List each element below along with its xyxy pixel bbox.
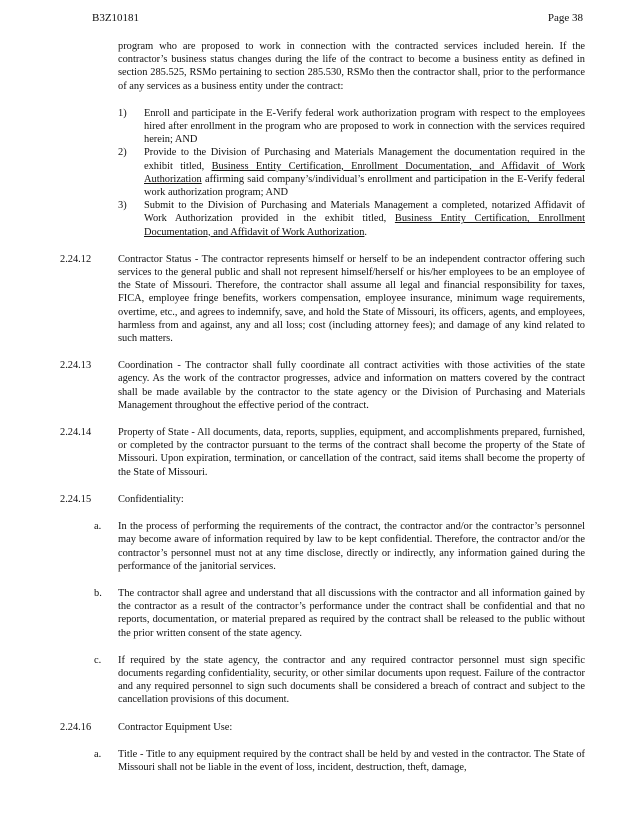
list-item-text-continued: . (364, 226, 368, 238)
section-title: Contractor Equipment Use: (118, 721, 233, 733)
exhibit-title-link: Business Entity Certification, Enrollment Documentation, and Affidavit of Work Authorization (144, 213, 586, 238)
intro-paragraph: program who are proposed to work in connection with the contracted services included herein. If the contractor’s business status changes during the life of the contract to become a business entity as defined in section 285.525, RSMo pertaining to section 285.530, RSMo then the contractor shall, prior to the performance of any services as a business entity under the contract: (118, 41, 585, 92)
list-item (94, 520, 585, 573)
equipment-list (94, 748, 585, 774)
list-item (94, 587, 585, 640)
list-item (118, 107, 585, 147)
list-item-text: If required by the state agency, the contractor and any required contractor personnel must sign specific documents regarding confidentiality, security, or other similar documents upon request. Failure of the contractor and any required personnel to sign such documents shall be considered a breach of contract and subject to the cancellation provisions of this document. (118, 654, 585, 706)
list-item-text: The contractor shall agree and understand that all discussions with the contractor and all information gained by the contractor as a result of the contractor’s performance under the contract shall be confidential and that no reports, documentation, or material prepared as required by the contract shall be released to the public without the prior written consent of the state agency. (118, 587, 585, 639)
section-text: Coordination - The contractor shall fully coordinate all contract activities with those activities of the state agency. As the work of the contractor progresses, advice and information on matters covered by the contract shall be made available by the contractor to the state agency or the Division of Purchasing and Materials Management throughout the effective period of the contract. (118, 360, 585, 411)
section-text: Property of State - All documents, data, reports, supplies, equipment, and accomplishments prepared, furnished, or completed by the contractor pursuant to the terms of the contract shall become the property of the State of Missouri. Upon expiration, termination, or cancellation of the contract, said items shall become the property of the State of Missouri. (118, 427, 585, 478)
section-2-24-15 (60, 493, 585, 506)
section-2-24-12 (60, 253, 585, 345)
list-item (94, 654, 585, 707)
list-letter: a. (94, 521, 102, 533)
list-item-text: Provide to the Division of Purchasing and Materials Management the documentation required in the exhibit titled, (144, 147, 585, 172)
confidentiality-list (94, 520, 585, 706)
section-2-24-14 (60, 426, 585, 479)
section-title: Confidentiality: (118, 493, 184, 505)
list-item (118, 199, 585, 239)
section-number: 2.24.14 (60, 427, 92, 439)
list-item-text-continued: affirming said company’s/individual’s enrollment and participation in the E-Verify federal work authorization program; AND (144, 173, 585, 199)
page-number: Page 38 (547, 12, 583, 24)
numbered-list (118, 107, 585, 239)
list-item-text: Title - Title to any equipment required by the contract shall be held by and vested in the contractor. The State of Missouri shall not be liable in the event of loss, incident, destruction, theft, damage, (118, 748, 585, 773)
document-id: B3Z10181 (92, 12, 140, 24)
section-number: 2.24.13 (60, 360, 92, 372)
section-number: 2.24.15 (60, 493, 92, 505)
list-letter: a. (94, 748, 102, 760)
section-number: 2.24.12 (60, 253, 92, 265)
list-item (118, 146, 585, 199)
list-number: 1) (118, 107, 127, 119)
document-body (60, 40, 585, 774)
list-number: 3) (118, 200, 127, 212)
list-item-text: Enroll and participate in the E-Verify federal work authorization program with respect to the employees hired after enrollment in the program who are proposed to work in connection with the services required herein; AND (144, 107, 585, 146)
section-number: 2.24.16 (60, 721, 92, 733)
list-item-text: In the process of performing the requirements of the contract, the contractor and/or the contractor’s personnel may become aware of information required by law to be kept confidential. Therefore, the contractor and/or the contractor’s personnel must not at any time disclose, directly or indirectly, any information gained during the performance of the janitorial services. (118, 521, 585, 572)
list-letter: c. (94, 654, 102, 666)
list-number: 2) (118, 147, 127, 159)
section-2-24-16 (60, 721, 585, 734)
list-item-text: Submit to the Division of Purchasing and Materials Management a completed, notarized Affidavit of Work Authorization provided in the exhibit titled, (144, 200, 585, 225)
section-2-24-13 (60, 359, 585, 412)
section-text: Contractor Status - The contractor represents himself or herself to be an independent contractor offering such services to the general public and shall not represent himself/herself or his/her employees to be an employee of the State of Missouri. Therefore, the contractor shall assume all legal and financial responsibility for taxes, FICA, employee fringe benefits, workers compensation, employee insurance, minimum wage requirements, overtime, etc., and agrees to indemnify, save, and hold the State of Missouri, its officers, agents, and employees, harmless from and against, any and all loss; cost (including attorney fees); and damage of any kind related to such matters. (118, 253, 585, 345)
list-item (94, 748, 585, 774)
exhibit-title-link: Business Entity Certification, Enrollment Documentation, and Affidavit of Work Authorization (144, 160, 586, 185)
list-letter: b. (94, 587, 102, 599)
